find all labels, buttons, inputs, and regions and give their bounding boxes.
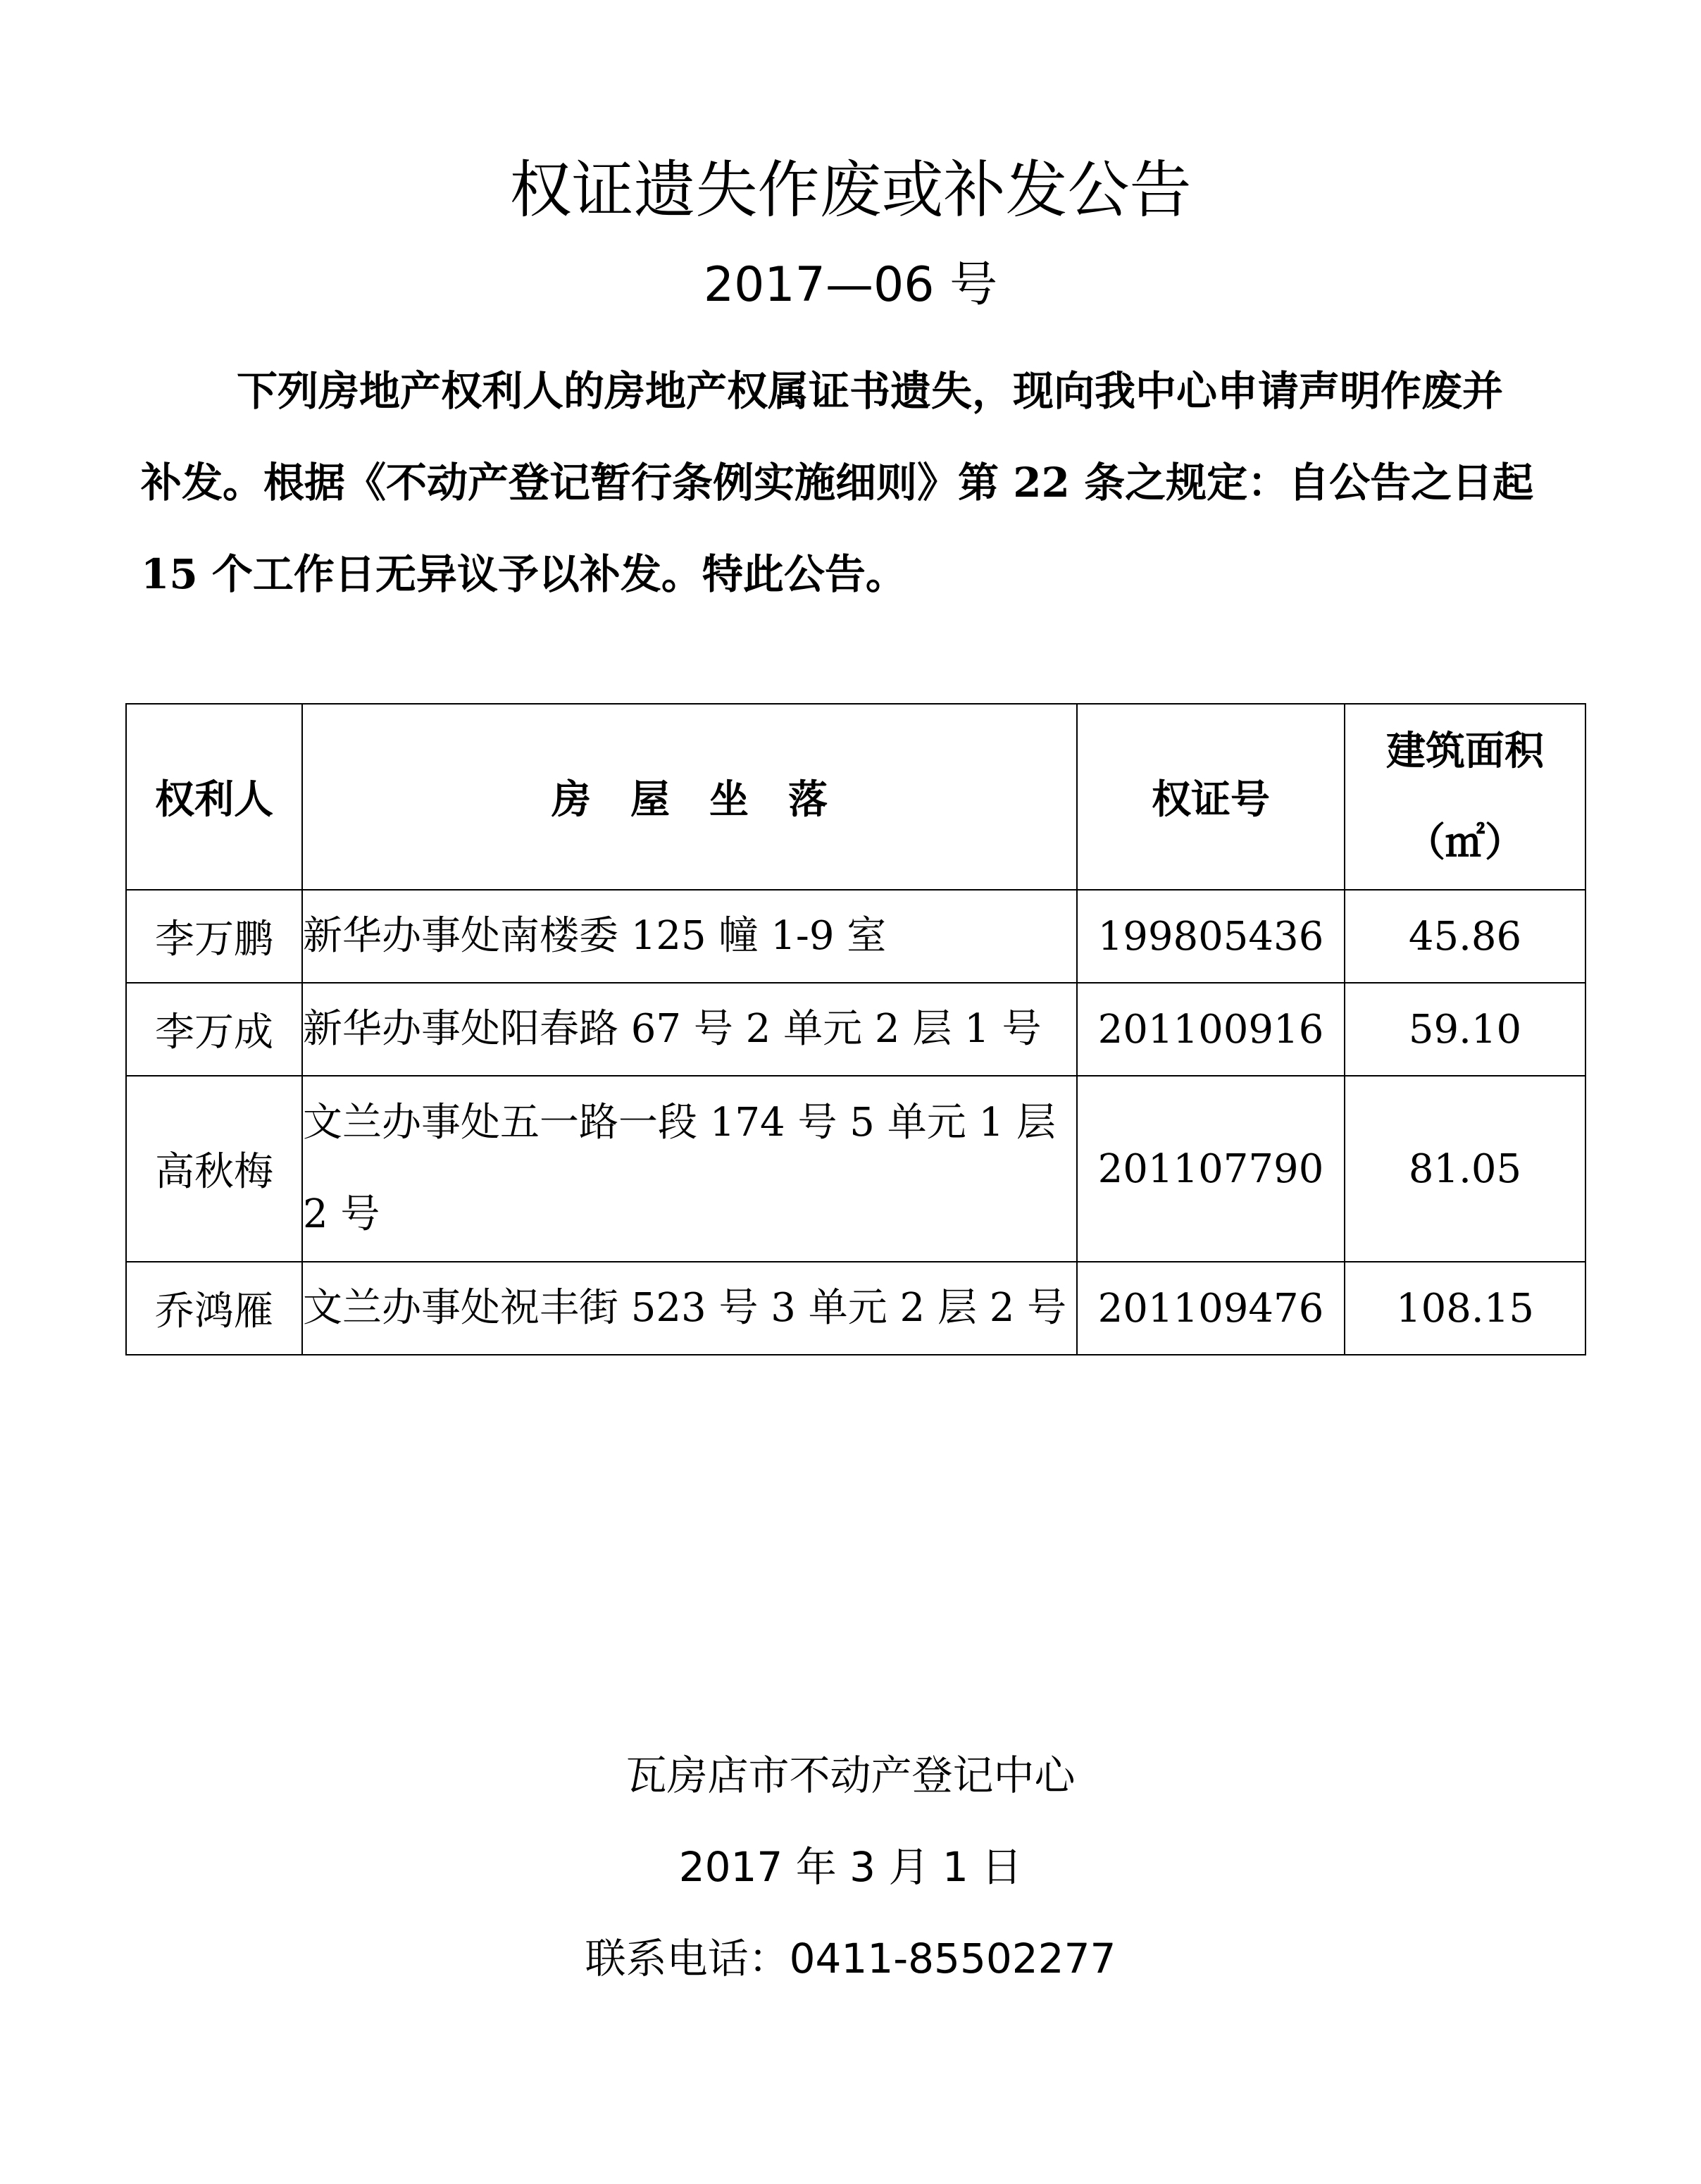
intro-paragraph: 下列房地产权利人的房地产权属证书遗失，现向我中心申请声明作废并补发。根据《不动产登记暂行条例实施细则》第 22 条之规定：自公告之日起 15 个工作日无异议予以补发。特此公告。: [141, 367, 1534, 598]
cell-area: 108.15: [1345, 1262, 1585, 1355]
cell-cert-no: 201109476: [1077, 1262, 1345, 1355]
document-number: 2017—06 号: [703, 257, 998, 313]
cell-cert-no: 201100916: [1077, 983, 1345, 1076]
table-row: [126, 1076, 1585, 1262]
cell-cert-no: 201107790: [1077, 1076, 1345, 1262]
cell-owner: 乔鸿雁: [126, 1262, 302, 1355]
cell-location: 新华办事处阳春路 67 号 2 单元 2 层 1 号: [302, 983, 1077, 1076]
table-row: [126, 890, 1585, 983]
cell-location: 新华办事处南楼委 125 幢 1-9 室: [302, 890, 1077, 983]
page-title: 权证遗失作废或补发公告: [509, 154, 1192, 226]
cell-area: 59.10: [1345, 983, 1585, 1076]
issue-date: 2017 年 3 月 1 日: [678, 1843, 1023, 1891]
header-owner: 权利人: [126, 704, 302, 890]
cell-owner: 高秋梅: [126, 1076, 302, 1262]
cell-location: 文兰办事处五一路一段 174 号 5 单元 1 层 2 号: [302, 1076, 1077, 1262]
cell-owner: 李万成: [126, 983, 302, 1076]
header-area: [1345, 704, 1585, 890]
header-location: 房 屋 坐 落: [302, 704, 1077, 890]
header-area-label: 建筑面积: [1386, 728, 1544, 774]
cell-location: 文兰办事处祝丰街 523 号 3 单元 2 层 2 号: [302, 1262, 1077, 1355]
cell-area: 45.86: [1345, 890, 1585, 983]
table-header-row: [126, 704, 1585, 890]
table-row: [126, 1262, 1585, 1355]
records-table: [125, 703, 1586, 1355]
cell-owner: 李万鹏: [126, 890, 302, 983]
header-cert-no: 权证号: [1077, 704, 1345, 890]
contact-phone: 联系电话：0411-85502277: [585, 1935, 1116, 1983]
table-row: [126, 983, 1585, 1076]
cell-area: 81.05: [1345, 1076, 1585, 1262]
cell-cert-no: 199805436: [1077, 890, 1345, 983]
header-area-unit: （㎡）: [1406, 819, 1524, 866]
issuing-organization: 瓦房店市不动产登记中心: [625, 1751, 1076, 1799]
